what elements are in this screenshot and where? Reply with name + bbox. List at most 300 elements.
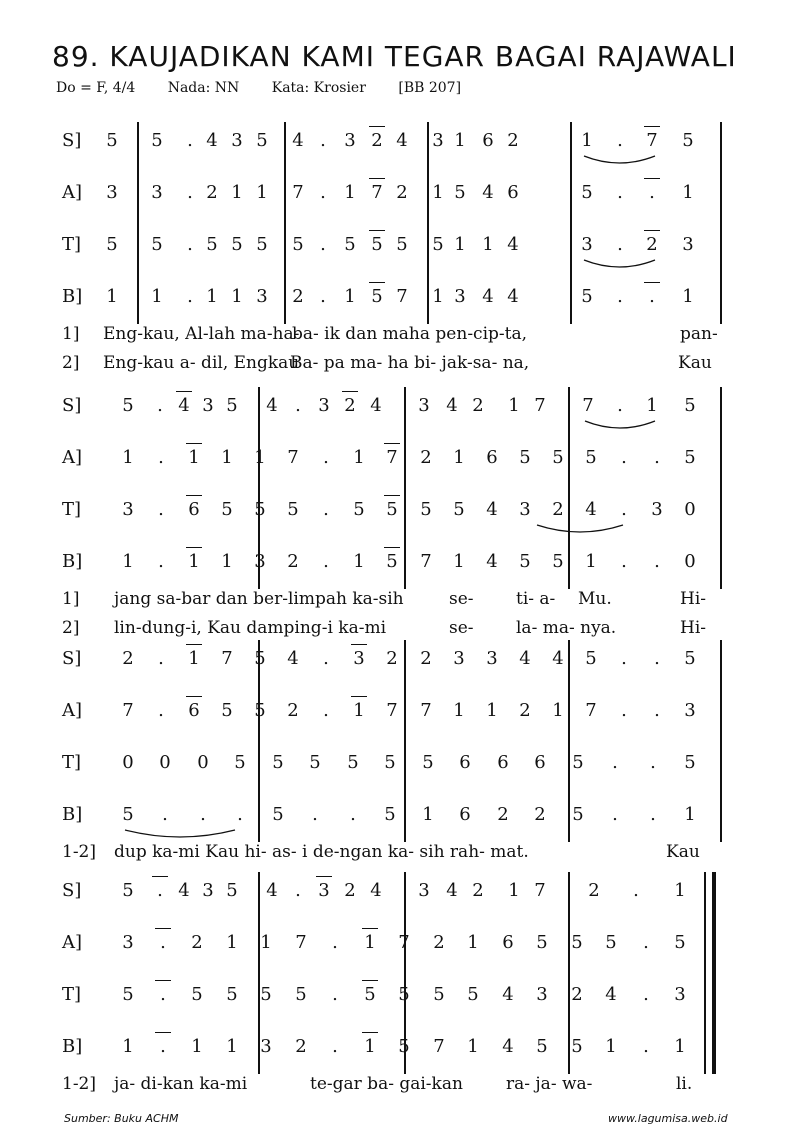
note: . [650, 804, 656, 825]
barline [720, 122, 722, 324]
voice-row-a [0, 932, 792, 972]
note: . [332, 1036, 338, 1057]
note: 5 [256, 130, 268, 151]
lyric-text: Eng-kau a- dil, Engkau [103, 353, 300, 373]
note: . [158, 551, 164, 572]
book-reference: [BB 207] [398, 80, 462, 96]
note: 3 [318, 395, 330, 416]
voice-label: T] [62, 234, 82, 255]
note: 3 [418, 880, 430, 901]
note: 5 [254, 499, 266, 520]
note: . [157, 395, 163, 416]
note: . [158, 700, 164, 721]
note: 1 [453, 551, 465, 572]
slur [584, 419, 656, 433]
note: 5 [234, 752, 246, 773]
note: 6 [459, 804, 471, 825]
lyric-text: Mu. [578, 589, 612, 609]
note: 1 [432, 182, 444, 203]
note: . [295, 880, 301, 901]
voice-row-s [0, 880, 792, 920]
note: . [187, 286, 193, 307]
note: 2 [552, 499, 564, 520]
beam-line [362, 980, 378, 981]
note: 1 [353, 447, 365, 468]
note: 2 [287, 551, 299, 572]
note: 6 [482, 130, 494, 151]
note: 5 [371, 234, 383, 255]
beam-line [384, 495, 400, 496]
note: 4 [287, 648, 299, 669]
barline [404, 640, 406, 842]
note: 4 [446, 880, 458, 901]
voice-row-t [0, 499, 792, 539]
note: . [643, 932, 649, 953]
voice-row-a [0, 182, 792, 222]
note: . [237, 804, 243, 825]
note: 2 [344, 395, 356, 416]
note: 3 [519, 499, 531, 520]
note: . [621, 499, 627, 520]
note: 2 [386, 648, 398, 669]
verse-number: 1-2] [62, 1074, 97, 1094]
note: 6 [188, 499, 200, 520]
note: 3 [486, 648, 498, 669]
note: 5 [536, 932, 548, 953]
lyric-text: se- [449, 618, 474, 638]
note: 1 [221, 551, 233, 572]
note: 4 [482, 182, 494, 203]
voice-row-s [0, 130, 792, 170]
note: 7 [396, 286, 408, 307]
beam-line [369, 178, 385, 179]
note: 5 [453, 499, 465, 520]
note: . [158, 499, 164, 520]
note: 5 [221, 499, 233, 520]
lyric-text: se- [449, 589, 474, 609]
barline [427, 122, 429, 324]
note: 5 [292, 234, 304, 255]
note: 1 [508, 395, 520, 416]
note: 4 [502, 1036, 514, 1057]
voice-label: S] [62, 880, 82, 901]
lyric-text: Eng-kau, Al-lah ma-ha- [103, 324, 300, 344]
note: 1 [256, 182, 268, 203]
beam-line [186, 696, 202, 697]
voice-label: B] [62, 551, 83, 572]
note: 5 [254, 700, 266, 721]
barline [712, 872, 716, 1074]
lyric-text: ba- ik dan maha pen-cip-ta, [292, 324, 528, 344]
note: 1 [646, 395, 658, 416]
note: . [320, 234, 326, 255]
note: 3 [453, 648, 465, 669]
note: 7 [582, 395, 594, 416]
note: . [612, 804, 618, 825]
note: 4 [519, 648, 531, 669]
note: 1 [122, 551, 134, 572]
note: 5 [571, 1036, 583, 1057]
note: 7 [398, 932, 410, 953]
voice-label: T] [62, 499, 82, 520]
note: 4 [292, 130, 304, 151]
note: 5 [684, 395, 696, 416]
barline [258, 387, 260, 589]
verse-number: 1] [62, 324, 80, 344]
note: . [162, 804, 168, 825]
barline [284, 122, 286, 324]
note: 0 [684, 499, 696, 520]
lyrics-line [0, 618, 792, 644]
note: 1 [226, 1036, 238, 1057]
note: 3 [432, 130, 444, 151]
note: . [323, 499, 329, 520]
beam-line [155, 928, 171, 929]
note: 1 [482, 234, 494, 255]
note: 4 [486, 499, 498, 520]
note: 5 [396, 234, 408, 255]
beam-line [186, 495, 202, 496]
note: 3 [202, 880, 214, 901]
note: 1 [581, 130, 593, 151]
note: 4 [585, 499, 597, 520]
note: . [617, 234, 623, 255]
note: . [332, 984, 338, 1005]
note: 5 [347, 752, 359, 773]
note: 5 [581, 182, 593, 203]
source-credit: Sumber: Buku ACHM [64, 1112, 179, 1125]
voice-label: S] [62, 648, 82, 669]
lyric-text: ra- ja- wa- [506, 1074, 593, 1094]
beam-line [351, 696, 367, 697]
note: 2 [571, 984, 583, 1005]
note: 2 [534, 804, 546, 825]
note: . [320, 286, 326, 307]
note: . [617, 182, 623, 203]
lyrics-credit: Kata: Krosier [271, 80, 366, 96]
note: 5 [106, 234, 118, 255]
note: . [617, 395, 623, 416]
note: 2 [646, 234, 658, 255]
note: 0 [684, 551, 696, 572]
voice-label: A] [62, 932, 83, 953]
note: 1 [191, 1036, 203, 1057]
note: . [332, 932, 338, 953]
note: 7 [386, 447, 398, 468]
verse-number: 1] [62, 589, 80, 609]
note: 4 [482, 286, 494, 307]
note: 1 [344, 182, 356, 203]
note: 5 [122, 984, 134, 1005]
note: 3 [254, 551, 266, 572]
barline [568, 387, 570, 589]
note: 5 [287, 499, 299, 520]
note: 5 [552, 447, 564, 468]
note: . [160, 1036, 166, 1057]
lyrics-line [0, 353, 792, 379]
voice-row-s [0, 395, 792, 435]
note: 6 [507, 182, 519, 203]
lyric-text: jang sa-bar dan ber-limpah ka-sih [114, 589, 404, 609]
voice-row-t [0, 234, 792, 274]
beam-line [369, 126, 385, 127]
voice-row-b [0, 804, 792, 844]
note: . [157, 880, 163, 901]
note: . [295, 395, 301, 416]
note: 7 [420, 700, 432, 721]
lyrics-line [0, 589, 792, 615]
note: 4 [396, 130, 408, 151]
note: 5 [467, 984, 479, 1005]
song-title: 89. KAUJADIKAN KAMI TEGAR BAGAI RAJAWALI [52, 40, 737, 73]
lyric-text: ja- di-kan ka-mi [114, 1074, 248, 1094]
note: 5 [272, 804, 284, 825]
note: 5 [552, 551, 564, 572]
note: 7 [292, 182, 304, 203]
key-signature: Do = F, 4/4 [56, 80, 136, 96]
note: . [323, 447, 329, 468]
barline [720, 640, 722, 842]
note: 5 [364, 984, 376, 1005]
note: 5 [386, 499, 398, 520]
voice-row-t [0, 984, 792, 1024]
note: 2 [371, 130, 383, 151]
note: 3 [651, 499, 663, 520]
beam-line [369, 230, 385, 231]
note: 1 [364, 1036, 376, 1057]
lyric-text: Hi- [680, 589, 707, 609]
beam-line [384, 443, 400, 444]
note: 1 [684, 804, 696, 825]
note: 1 [260, 932, 272, 953]
note: 4 [206, 130, 218, 151]
barline [404, 872, 406, 1074]
beam-line [362, 1032, 378, 1033]
note: 4 [502, 984, 514, 1005]
note: . [643, 1036, 649, 1057]
note: 5 [454, 182, 466, 203]
note: . [612, 752, 618, 773]
note: . [654, 551, 660, 572]
voice-label: T] [62, 752, 82, 773]
note: 5 [371, 286, 383, 307]
note: . [654, 447, 660, 468]
verse-number: 2] [62, 353, 80, 373]
lyric-text: Hi- [680, 618, 707, 638]
note: 3 [454, 286, 466, 307]
beam-line [644, 178, 660, 179]
note: 5 [122, 395, 134, 416]
note: 5 [398, 984, 410, 1005]
note: . [649, 182, 655, 203]
beam-line [342, 391, 358, 392]
note: 1 [454, 234, 466, 255]
note: 1 [221, 447, 233, 468]
note: 5 [422, 752, 434, 773]
note: 7 [295, 932, 307, 953]
note: 1 [106, 286, 118, 307]
note: 5 [605, 932, 617, 953]
lyric-text: ti- a- [516, 589, 556, 609]
note: 3 [684, 700, 696, 721]
voice-row-t [0, 752, 792, 792]
note: 4 [178, 395, 190, 416]
note: . [158, 648, 164, 669]
note: 5 [386, 551, 398, 572]
note: 5 [206, 234, 218, 255]
note: 1 [231, 182, 243, 203]
note: 5 [674, 932, 686, 953]
note: 5 [260, 984, 272, 1005]
note: 7 [420, 551, 432, 572]
note: 5 [151, 234, 163, 255]
note: . [621, 447, 627, 468]
note: 4 [178, 880, 190, 901]
note: 3 [581, 234, 593, 255]
note: 1 [682, 286, 694, 307]
note: 6 [486, 447, 498, 468]
note: . [621, 648, 627, 669]
note: 5 [684, 447, 696, 468]
note: 5 [353, 499, 365, 520]
note: 2 [206, 182, 218, 203]
barline [258, 640, 260, 842]
lyrics-line [0, 842, 792, 868]
note: 3 [260, 1036, 272, 1057]
note: 5 [226, 984, 238, 1005]
voice-label: S] [62, 130, 82, 151]
note: 6 [534, 752, 546, 773]
note: 2 [420, 447, 432, 468]
note: 5 [231, 234, 243, 255]
note: 2 [433, 932, 445, 953]
note: . [621, 700, 627, 721]
note: 5 [519, 551, 531, 572]
note: 6 [459, 752, 471, 773]
slur [536, 523, 624, 537]
note: 5 [221, 700, 233, 721]
note: 1 [486, 700, 498, 721]
note: 5 [226, 880, 238, 901]
voice-row-a [0, 700, 792, 740]
beam-line [155, 980, 171, 981]
note: . [187, 182, 193, 203]
note: 5 [226, 395, 238, 416]
note: 7 [386, 700, 398, 721]
barline [568, 872, 570, 1074]
beam-line [362, 928, 378, 929]
note: . [160, 932, 166, 953]
note: 1 [206, 286, 218, 307]
slur [583, 154, 656, 168]
note: 0 [122, 752, 134, 773]
lyric-text: Kau [666, 842, 700, 862]
note: 5 [536, 1036, 548, 1057]
note: 3 [122, 932, 134, 953]
beam-line [186, 547, 202, 548]
voice-row-b [0, 1036, 792, 1076]
voice-label: S] [62, 395, 82, 416]
note: 5 [581, 286, 593, 307]
note: 2 [396, 182, 408, 203]
verse-number: 1-2] [62, 842, 97, 862]
note: 7 [534, 395, 546, 416]
note: 5 [309, 752, 321, 773]
note: 5 [682, 130, 694, 151]
note: 5 [344, 234, 356, 255]
note: 1 [344, 286, 356, 307]
lyric-text: Kau [678, 353, 712, 373]
note: 4 [446, 395, 458, 416]
note: 5 [519, 447, 531, 468]
note: 1 [432, 286, 444, 307]
note: 1 [226, 932, 238, 953]
voice-label: B] [62, 1036, 83, 1057]
barline [258, 872, 260, 1074]
note: 5 [571, 932, 583, 953]
note: 2 [420, 648, 432, 669]
note: 4 [507, 234, 519, 255]
note: 2 [588, 880, 600, 901]
note: 5 [420, 499, 432, 520]
note: 3 [418, 395, 430, 416]
note: 2 [122, 648, 134, 669]
note: 1 [453, 447, 465, 468]
lyric-text: la- ma- nya. [516, 618, 617, 638]
lyric-text: dup ka-mi Kau hi- as- i de-ngan ka- sih rah- mat. [114, 842, 529, 862]
note: 4 [370, 880, 382, 901]
note: 4 [266, 880, 278, 901]
lyric-text: Ba- pa ma- ha bi- jak-sa- na, [290, 353, 530, 373]
note: 5 [106, 130, 118, 151]
note: 2 [292, 286, 304, 307]
note: 4 [552, 648, 564, 669]
note: 5 [684, 752, 696, 773]
lyric-text: pan- [680, 324, 718, 344]
note: 1 [674, 880, 686, 901]
lyrics-line [0, 1074, 792, 1100]
note: 1 [682, 182, 694, 203]
note: 4 [605, 984, 617, 1005]
note: . [621, 551, 627, 572]
note: 2 [191, 932, 203, 953]
note: 7 [646, 130, 658, 151]
note: . [649, 286, 655, 307]
note: 1 [552, 700, 564, 721]
slur [124, 828, 236, 842]
beam-line [316, 876, 332, 877]
note: 4 [507, 286, 519, 307]
note: 1 [188, 551, 200, 572]
note: 5 [572, 752, 584, 773]
voice-row-s [0, 648, 792, 688]
note: . [643, 984, 649, 1005]
slur [583, 258, 656, 272]
note: 7 [221, 648, 233, 669]
note: 7 [287, 447, 299, 468]
note: 2 [295, 1036, 307, 1057]
note: 4 [370, 395, 382, 416]
note: 3 [536, 984, 548, 1005]
voice-label: A] [62, 182, 83, 203]
note: 5 [295, 984, 307, 1005]
note: 0 [159, 752, 171, 773]
beam-line [186, 443, 202, 444]
note: 1 [188, 447, 200, 468]
note: 3 [353, 648, 365, 669]
note: 3 [202, 395, 214, 416]
note: 5 [272, 752, 284, 773]
